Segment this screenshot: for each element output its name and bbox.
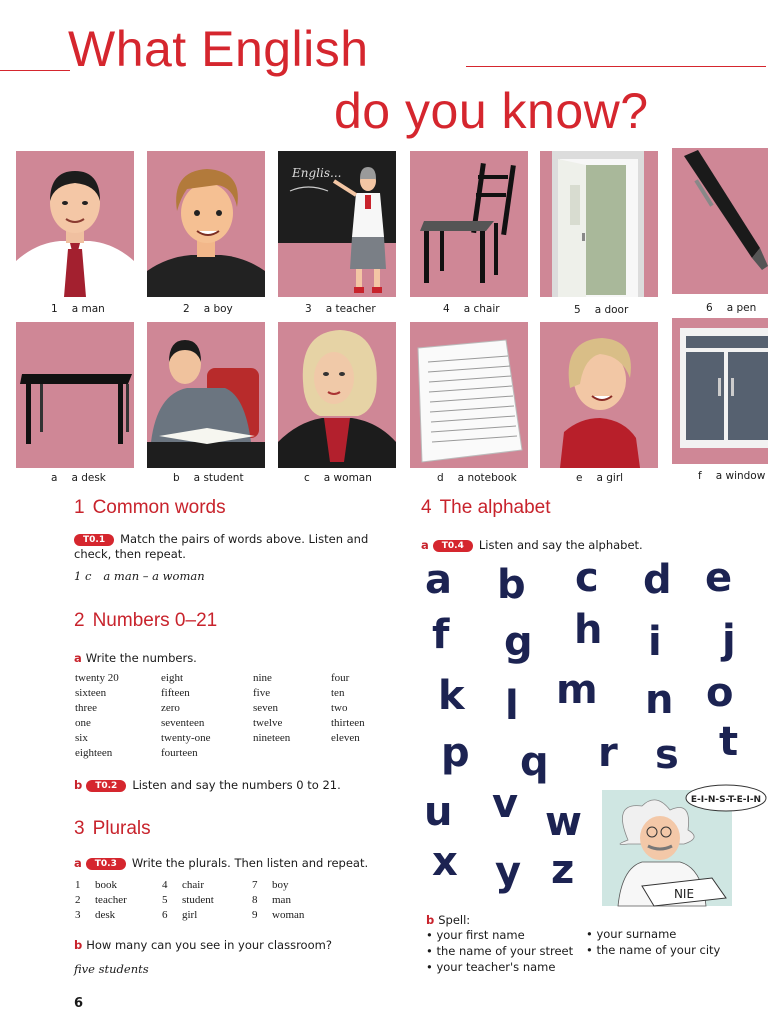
plural-item: 7 boy: [252, 879, 289, 891]
section2-a-instruction: a Write the numbers.: [74, 651, 197, 665]
number-word: nine: [253, 672, 272, 684]
audio-badge-t04[interactable]: T0.4: [433, 540, 473, 552]
spell-item: • your surname: [586, 927, 677, 941]
alphabet-letter: j: [722, 617, 736, 663]
alphabet-letter: t: [719, 719, 739, 765]
number-word: fifteen: [161, 687, 190, 699]
section1-instruction-cont: check, then repeat.: [74, 547, 186, 561]
number-word: eighteen: [75, 747, 113, 759]
alphabet-letter: z: [551, 847, 575, 893]
alphabet-letter: l: [505, 683, 519, 729]
title-rule-left: [0, 70, 70, 71]
caption-notebook: d a notebook: [437, 472, 517, 484]
number-word: seventeen: [161, 717, 205, 729]
section4-a-instruction: a T0.4 Listen and say the alphabet.: [421, 538, 643, 552]
plural-item: 9 woman: [252, 909, 305, 921]
number-word: one: [75, 717, 91, 729]
section2-b-instruction: b T0.2 Listen and say the numbers 0 to 21.: [74, 778, 341, 792]
section4-b-instruction: b Spell:: [426, 913, 471, 927]
plural-item: 6 girl: [162, 909, 198, 921]
caption-teacher: 3 a teacher: [305, 303, 376, 315]
alphabet-letter: o: [706, 670, 734, 716]
number-word: twenty-one: [161, 732, 211, 744]
number-word: zero: [161, 702, 180, 714]
paper-text: NIE: [673, 887, 695, 901]
picture-teacher: [278, 151, 396, 297]
picture-chair: [410, 151, 528, 297]
picture-boy: [147, 151, 265, 297]
alphabet-letter: v: [492, 781, 519, 827]
alphabet-letter: i: [648, 619, 662, 665]
alphabet-letter: y: [495, 849, 522, 895]
alphabet-letter: c: [575, 555, 599, 601]
alphabet-letter: d: [643, 557, 672, 603]
alphabet-letter: h: [574, 607, 603, 653]
alphabet-letter: f: [432, 612, 450, 658]
alphabet-letter: p: [441, 730, 470, 776]
alphabet-letter: g: [504, 619, 533, 665]
number-word: nineteen: [253, 732, 291, 744]
spell-item: • your teacher's name: [426, 960, 556, 974]
page-title-line1: What English: [68, 21, 369, 77]
section3-answer: five students: [74, 962, 149, 976]
section3-a-instruction: a T0.3 Write the plurals. Then listen and repeat.: [74, 856, 369, 870]
number-word: ten: [331, 687, 345, 699]
alphabet-letter: w: [545, 799, 582, 845]
picture-desk: [16, 322, 134, 468]
number-word: three: [75, 702, 97, 714]
caption-girl: e a girl: [576, 472, 624, 484]
caption-chair: 4 a chair: [443, 303, 500, 315]
page-number: 6: [74, 996, 84, 1011]
number-word: eleven: [331, 732, 360, 744]
section-numbers-heading: 2 Numbers 0–21: [74, 610, 218, 631]
alphabet-letter: x: [432, 839, 458, 885]
audio-badge-t03[interactable]: T0.3: [86, 858, 126, 870]
spell-item: • your first name: [426, 928, 525, 942]
number-word: twenty 20: [75, 672, 119, 684]
number-word: six: [75, 732, 88, 744]
speech-bubble-text: E-I-N-S-T-E-I-N: [690, 795, 762, 805]
alphabet-letter: e: [705, 555, 733, 601]
alphabet-letter: k: [438, 673, 465, 719]
section1-instruction: T0.1 Match the pairs of words above. Listen and: [74, 531, 368, 547]
caption-boy: 2 a boy: [183, 303, 233, 315]
picture-window: [672, 318, 768, 464]
alphabet-letter: b: [497, 562, 526, 608]
spell-item: • the name of your city: [586, 943, 721, 957]
caption-window: f a window: [698, 470, 766, 482]
plural-item: 5 student: [162, 894, 214, 906]
picture-woman: [278, 322, 396, 468]
section-common-words-heading: 1 Common words: [74, 497, 226, 518]
caption-pen: 6 a pen: [706, 302, 757, 314]
number-word: eight: [161, 672, 183, 684]
section-plurals-heading: 3 Plurals: [74, 818, 151, 839]
picture-door: [540, 151, 658, 297]
section3-b-instruction: b How many can you see in your classroom?: [74, 938, 332, 952]
caption-student: b a student: [173, 472, 244, 484]
einstein-illustration: [602, 782, 768, 912]
number-word: twelve: [253, 717, 283, 729]
plural-item: 2 teacher: [75, 894, 127, 906]
picture-notebook: [410, 322, 528, 468]
number-word: sixteen: [75, 687, 107, 699]
audio-badge-t01[interactable]: T0.1: [74, 534, 114, 546]
spell-item: • the name of your street: [426, 944, 574, 958]
blackboard-text: Englis...: [292, 166, 342, 180]
section-alphabet-heading: 4 The alphabet: [421, 497, 551, 518]
caption-door: 5 a door: [574, 304, 629, 316]
number-word: seven: [253, 702, 279, 714]
alphabet-letter: r: [598, 730, 618, 776]
caption-desk: a a desk: [51, 472, 106, 484]
number-word: two: [331, 702, 348, 714]
picture-girl: [540, 322, 658, 468]
section1-example: 1 c a man – a woman: [74, 569, 205, 583]
plural-item: 1 book: [75, 879, 117, 891]
alphabet-letter: u: [424, 789, 453, 835]
alphabet-letter: q: [520, 739, 549, 785]
plural-item: 8 man: [252, 894, 291, 906]
alphabet-letter: s: [655, 732, 679, 778]
number-word: five: [253, 687, 271, 699]
alphabet-letter: n: [645, 677, 674, 723]
alphabet-letter: m: [556, 667, 598, 713]
audio-badge-t02[interactable]: T0.2: [86, 780, 126, 792]
number-word: fourteen: [161, 747, 198, 759]
alphabet-letter: a: [425, 557, 452, 603]
plural-item: 4 chair: [162, 879, 204, 891]
page-title-line2: do you know?: [334, 83, 649, 139]
picture-pen: [672, 148, 768, 294]
number-word: thirteen: [331, 717, 365, 729]
picture-student: [147, 322, 265, 468]
title-rule-right: [466, 66, 766, 67]
plural-item: 3 desk: [75, 909, 116, 921]
number-word: four: [331, 672, 350, 684]
caption-woman: c a woman: [304, 472, 372, 484]
picture-man: [16, 151, 134, 297]
caption-man: 1 a man: [51, 303, 105, 315]
